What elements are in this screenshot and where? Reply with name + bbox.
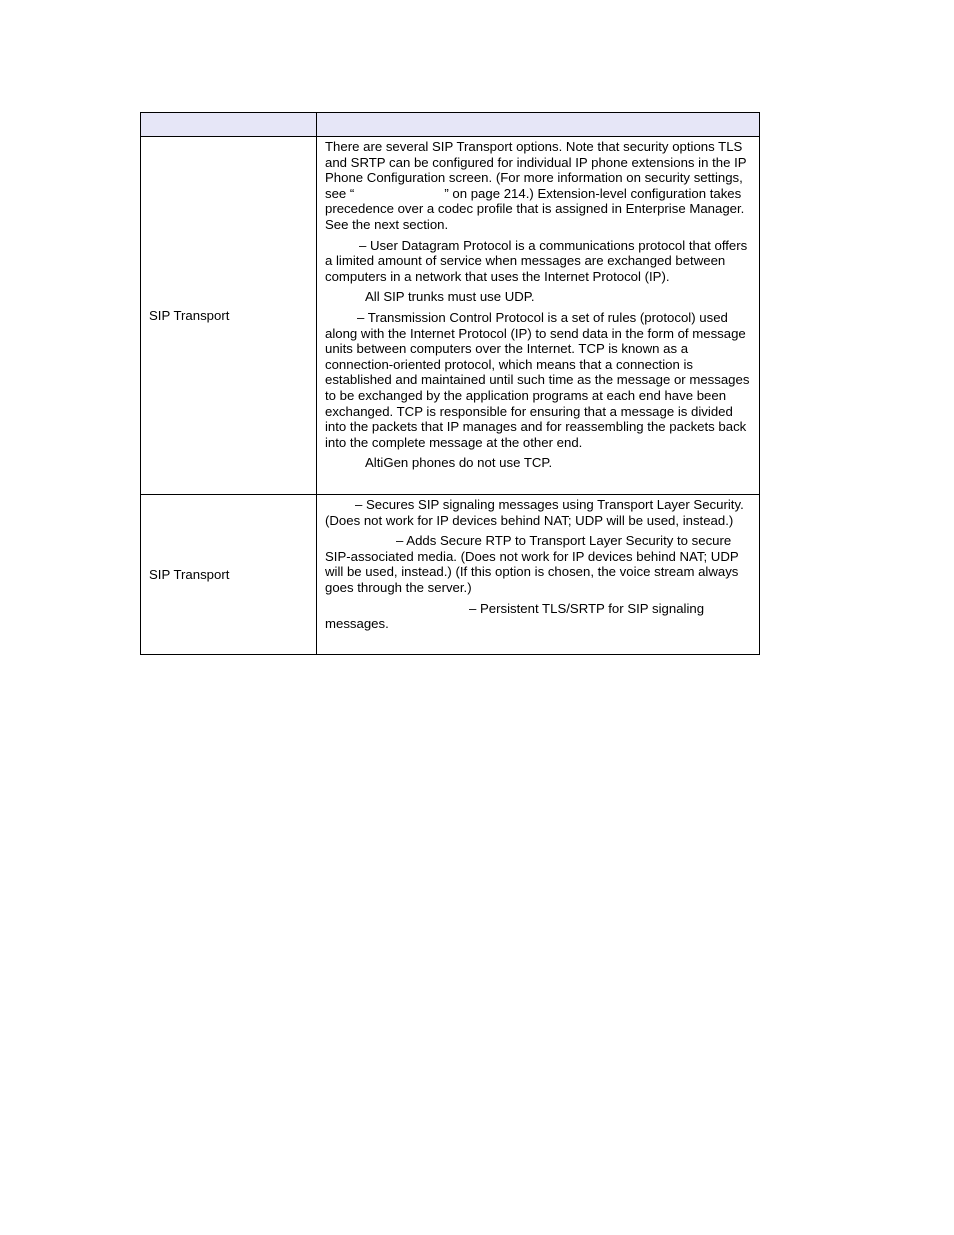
row-label: SIP Transport [141,495,317,655]
tls-paragraph [325,497,755,528]
persistent-paragraph [325,601,755,632]
settings-table [140,112,760,655]
srtp-description: – Adds Secure RTP to Transport Layer Security to secure SIP-associated media. (Does not work for IP devices behind NAT; UDP will be used, instead.) (If this option is chosen, the voice stream always goes through the server.) [325,533,739,595]
tls-description: – Secures SIP signaling messages using Transport Layer Security. (Does not work for IP devices behind NAT; UDP will be used, instead.) [325,497,744,528]
header-description-column [317,113,760,137]
udp-paragraph [325,238,755,285]
row-label: SIP Transport [141,137,317,495]
udp-note-text: All SIP trunks must use UDP. [365,289,535,305]
tcp-note-paragraph [325,455,755,471]
tcp-paragraph [325,310,755,450]
tcp-note-text: AltiGen phones do not use TCP. [365,455,553,471]
intro-text: There are several SIP Transport options. Note that security options TLS and SRTP can be configured for individual IP phone extensions in the IP Phone Configuration screen. (For more information on security settings, see “ [325,139,747,201]
table-header-row [141,113,760,137]
tcp-description: – Transmission Control Protocol is a set of rules (protocol) used along with the Internet Protocol (IP) to send data in the form of message units between computers over the Internet. TCP is known as a connection-oriented protocol, which means that a connection is established and maintained until such time as the message or messages to be exchanged by the application programs at each end have been exchanged. TCP is responsible for ensuring that a message is divided into the packets that IP manages and for reassembling the packets back into the complete message at the other end. [325,309,750,450]
udp-description: – User Datagram Protocol is a communications protocol that offers a limited amount of service when messages are exchanged between computers in a network that uses the Internet Protocol (IP). [325,237,748,284]
srtp-paragraph [325,533,755,595]
persistent-description: – Persistent TLS/SRTP for SIP signaling messages. [325,600,705,632]
udp-note-paragraph [325,289,755,305]
header-field-column [141,113,317,137]
intro-text-continued: ” on page 214.) Extension-level configuration takes precedence over a codec profile that is assigned in Enterprise Manager. See the next section. [325,185,745,232]
intro-paragraph [325,139,755,233]
row-description [317,495,760,655]
table-row [141,495,760,655]
table-row [141,137,760,495]
row-description [317,137,760,495]
